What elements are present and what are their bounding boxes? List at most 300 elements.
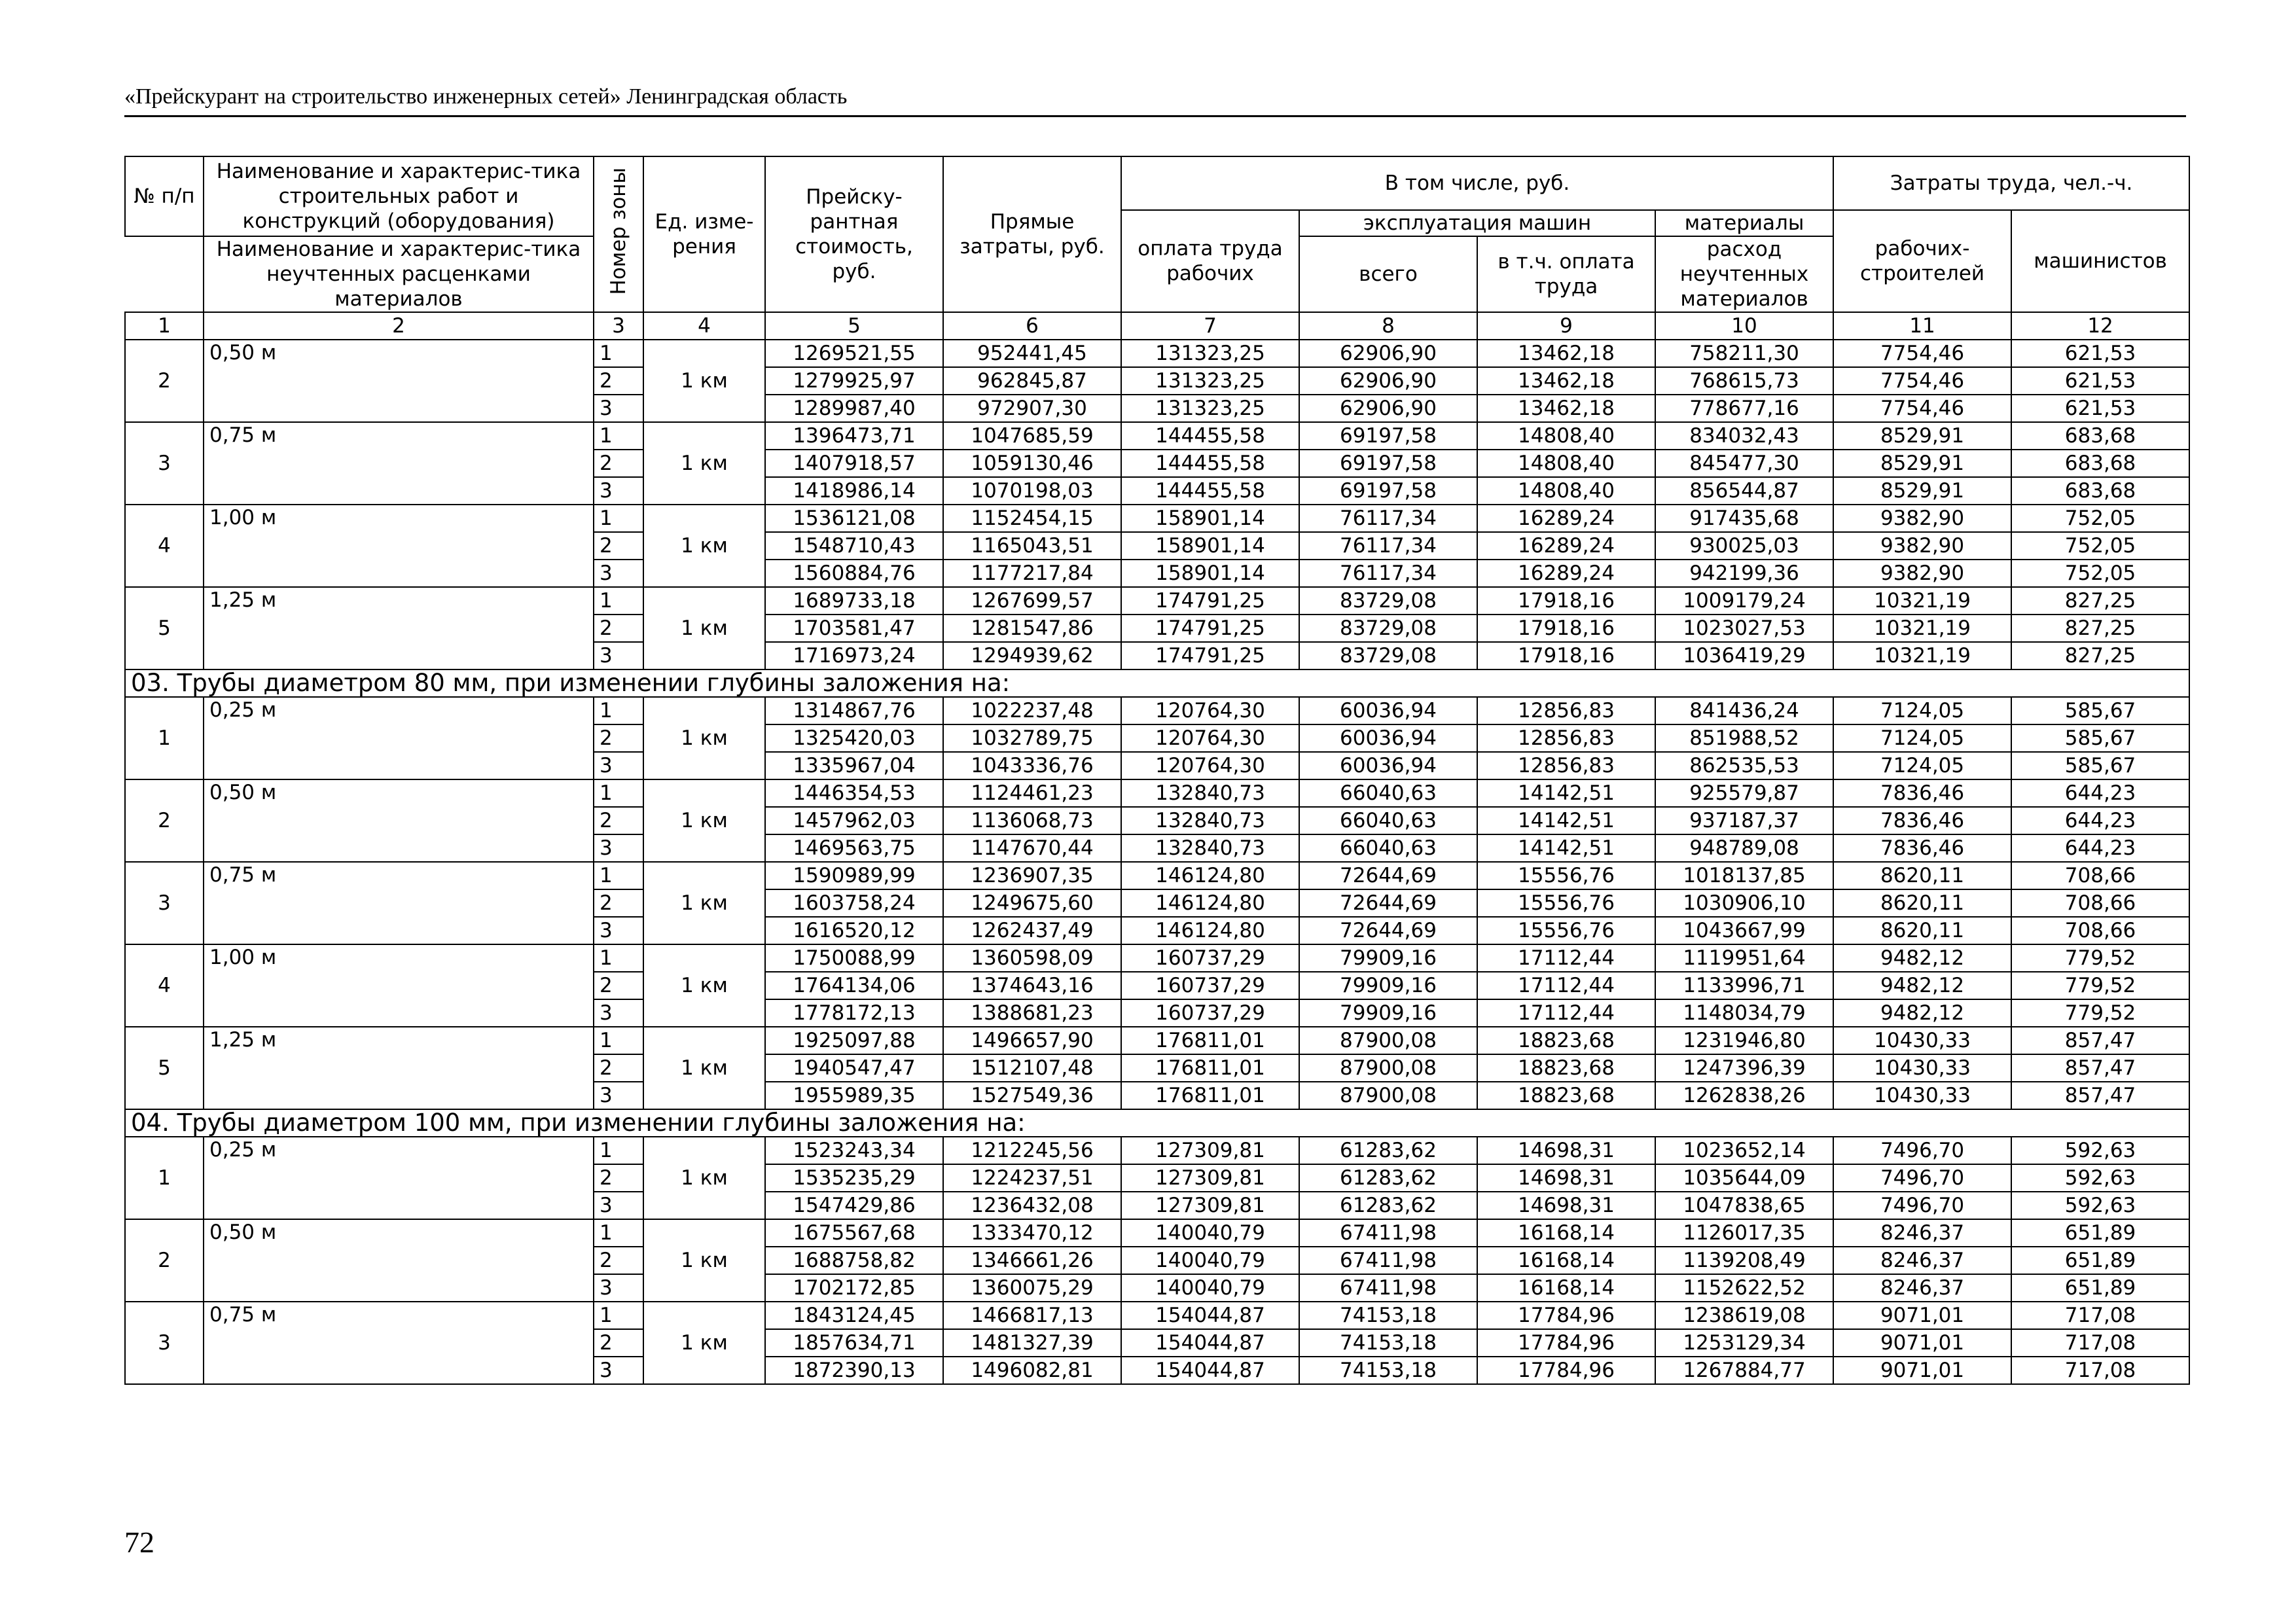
materials-value: 1262838,26	[1655, 1082, 1833, 1109]
mach-pay-value: 15556,76	[1477, 862, 1655, 889]
price-value: 1716973,24	[765, 642, 943, 669]
materials-value: 1119951,64	[1655, 944, 1833, 972]
labor-value: 176811,01	[1121, 1082, 1299, 1109]
mach-total-value: 67411,98	[1299, 1274, 1477, 1302]
zone-number: 2	[594, 367, 643, 395]
machinists-value: 592,63	[2011, 1137, 2189, 1164]
materials-value: 917435,68	[1655, 505, 1833, 532]
table-row	[125, 862, 2189, 889]
materials-value: 1035644,09	[1655, 1164, 1833, 1192]
mach-pay-value: 14808,40	[1477, 477, 1655, 505]
section-title-row	[125, 1109, 2189, 1137]
unit-label: 1 км	[643, 862, 765, 944]
col-mach-pay-header: в т.ч. оплата труда	[1477, 236, 1655, 312]
machinists-value: 827,25	[2011, 587, 2189, 615]
section-title: 03. Трубы диаметром 80 мм, при изменении глубины заложения на:	[125, 669, 2189, 697]
mach-pay-value: 17784,96	[1477, 1357, 1655, 1384]
materials-value: 856544,87	[1655, 477, 1833, 505]
table-row	[125, 340, 2189, 367]
labor-value: 127309,81	[1121, 1192, 1299, 1219]
machinists-value: 857,47	[2011, 1054, 2189, 1082]
mach-pay-value: 12856,83	[1477, 697, 1655, 724]
workers-value: 7124,05	[1833, 697, 2011, 724]
depth-label: 0,75 м	[204, 422, 594, 505]
mach-total-value: 61283,62	[1299, 1164, 1477, 1192]
materials-value: 948789,08	[1655, 834, 1833, 862]
zone-number: 2	[594, 615, 643, 642]
materials-value: 834032,43	[1655, 422, 1833, 450]
col-name-bottom-header: Наименование и характерис-тика неучтенных расценками материалов	[204, 236, 594, 312]
direct-value: 1224237,51	[943, 1164, 1121, 1192]
direct-value: 1043336,76	[943, 752, 1121, 779]
table-row	[125, 1302, 2189, 1329]
unit-label: 1 км	[643, 779, 765, 862]
item-number: 5	[125, 587, 204, 669]
zone-number: 3	[594, 917, 643, 944]
materials-value: 1009179,24	[1655, 587, 1833, 615]
price-value: 1925097,88	[765, 1027, 943, 1054]
table-header	[125, 156, 2189, 340]
materials-value: 930025,03	[1655, 532, 1833, 560]
materials-value: 1133996,71	[1655, 972, 1833, 999]
machinists-value: 717,08	[2011, 1329, 2189, 1357]
mach-total-value: 69197,58	[1299, 422, 1477, 450]
table-row	[125, 1219, 2189, 1247]
zone-number: 2	[594, 889, 643, 917]
table-row	[125, 505, 2189, 532]
price-value: 1688758,82	[765, 1247, 943, 1274]
workers-value: 9382,90	[1833, 505, 2011, 532]
machinists-value: 752,05	[2011, 532, 2189, 560]
mach-total-value: 61283,62	[1299, 1137, 1477, 1164]
workers-value: 8620,11	[1833, 862, 2011, 889]
depth-label: 1,00 м	[204, 505, 594, 587]
workers-value: 8620,11	[1833, 889, 2011, 917]
zone-number: 1	[594, 944, 643, 972]
mach-pay-value: 14698,31	[1477, 1192, 1655, 1219]
table-row	[125, 422, 2189, 450]
mach-pay-value: 14142,51	[1477, 807, 1655, 834]
materials-value: 845477,30	[1655, 450, 1833, 477]
mach-total-value: 74153,18	[1299, 1302, 1477, 1329]
price-value: 1590989,99	[765, 862, 943, 889]
mach-total-value: 79909,16	[1299, 999, 1477, 1027]
labor-value: 140040,79	[1121, 1247, 1299, 1274]
page-number: 72	[124, 1525, 154, 1559]
direct-value: 1070198,03	[943, 477, 1121, 505]
depth-label: 0,25 м	[204, 697, 594, 779]
depth-label: 0,75 м	[204, 862, 594, 944]
col-workers-header: рабочих-строителей	[1833, 210, 2011, 312]
direct-value: 1527549,36	[943, 1082, 1121, 1109]
zone-number: 2	[594, 1329, 643, 1357]
zone-number: 3	[594, 642, 643, 669]
direct-value: 1360075,29	[943, 1274, 1121, 1302]
price-value: 1279925,97	[765, 367, 943, 395]
mach-total-value: 62906,90	[1299, 395, 1477, 422]
machinists-value: 717,08	[2011, 1302, 2189, 1329]
depth-label: 0,25 м	[204, 1137, 594, 1219]
price-value: 1616520,12	[765, 917, 943, 944]
materials-value: 937187,37	[1655, 807, 1833, 834]
section-title-row	[125, 669, 2189, 697]
price-value: 1536121,08	[765, 505, 943, 532]
workers-value: 7836,46	[1833, 807, 2011, 834]
materials-value: 851988,52	[1655, 724, 1833, 752]
price-value: 1289987,40	[765, 395, 943, 422]
price-value: 1857634,71	[765, 1329, 943, 1357]
materials-value: 1036419,29	[1655, 642, 1833, 669]
direct-value: 1236907,35	[943, 862, 1121, 889]
direct-value: 1124461,23	[943, 779, 1121, 807]
machinists-value: 651,89	[2011, 1247, 2189, 1274]
zone-number: 3	[594, 1192, 643, 1219]
unit-label: 1 км	[643, 1137, 765, 1219]
price-value: 1940547,47	[765, 1054, 943, 1082]
mach-pay-value: 17112,44	[1477, 944, 1655, 972]
labor-value: 144455,58	[1121, 450, 1299, 477]
zone-number: 1	[594, 1137, 643, 1164]
zone-number: 3	[594, 752, 643, 779]
col-direct-header: Прямые затраты, руб.	[943, 156, 1121, 312]
col-number: 8	[1299, 312, 1477, 340]
mach-total-value: 72644,69	[1299, 917, 1477, 944]
machinists-value: 585,67	[2011, 752, 2189, 779]
price-value: 1872390,13	[765, 1357, 943, 1384]
mach-total-value: 66040,63	[1299, 779, 1477, 807]
machinists-value: 683,68	[2011, 477, 2189, 505]
materials-value: 1126017,35	[1655, 1219, 1833, 1247]
col-number: 9	[1477, 312, 1655, 340]
workers-value: 8529,91	[1833, 450, 2011, 477]
direct-value: 1360598,09	[943, 944, 1121, 972]
direct-value: 1136068,73	[943, 807, 1121, 834]
workers-value: 7124,05	[1833, 724, 2011, 752]
materials-value: 1267884,77	[1655, 1357, 1833, 1384]
price-value: 1396473,71	[765, 422, 943, 450]
mach-pay-value: 14698,31	[1477, 1137, 1655, 1164]
labor-value: 132840,73	[1121, 807, 1299, 834]
item-number: 5	[125, 1027, 204, 1109]
col-number: 10	[1655, 312, 1833, 340]
price-value: 1469563,75	[765, 834, 943, 862]
mach-total-value: 83729,08	[1299, 642, 1477, 669]
direct-value: 1374643,16	[943, 972, 1121, 999]
price-value: 1955989,35	[765, 1082, 943, 1109]
table-row	[125, 1137, 2189, 1164]
mach-pay-value: 12856,83	[1477, 724, 1655, 752]
zone-number: 3	[594, 1357, 643, 1384]
col-name-top-header: Наименование и характерис-тика строительных работ и конструкций (оборудования)	[204, 156, 594, 236]
item-number: 2	[125, 340, 204, 422]
group-machines-header: эксплуатация машин	[1299, 210, 1655, 236]
materials-value: 925579,87	[1655, 779, 1833, 807]
workers-value: 7124,05	[1833, 752, 2011, 779]
col-mach-total-header: всего	[1299, 236, 1477, 312]
labor-value: 146124,80	[1121, 862, 1299, 889]
zone-number: 2	[594, 724, 643, 752]
running-title: «Прейскурант на строительство инженерных сетей» Ленинградская область	[124, 84, 2186, 117]
workers-value: 9071,01	[1833, 1302, 2011, 1329]
materials-value: 1247396,39	[1655, 1054, 1833, 1082]
price-value: 1675567,68	[765, 1219, 943, 1247]
workers-value: 10430,33	[1833, 1027, 2011, 1054]
item-number: 1	[125, 697, 204, 779]
mach-pay-value: 13462,18	[1477, 340, 1655, 367]
depth-label: 0,50 м	[204, 779, 594, 862]
unit-label: 1 км	[643, 422, 765, 505]
col-num-header: № п/п	[125, 156, 204, 236]
mach-pay-value: 16289,24	[1477, 505, 1655, 532]
materials-value: 841436,24	[1655, 697, 1833, 724]
labor-value: 120764,30	[1121, 724, 1299, 752]
machinists-value: 779,52	[2011, 972, 2189, 999]
mach-total-value: 87900,08	[1299, 1054, 1477, 1082]
materials-value: 758211,30	[1655, 340, 1833, 367]
item-number: 3	[125, 422, 204, 505]
materials-value: 1018137,85	[1655, 862, 1833, 889]
unit-label: 1 км	[643, 697, 765, 779]
direct-value: 1032789,75	[943, 724, 1121, 752]
table-row	[125, 587, 2189, 615]
col-number: 3	[594, 312, 643, 340]
mach-total-value: 62906,90	[1299, 340, 1477, 367]
direct-value: 1165043,51	[943, 532, 1121, 560]
unit-label: 1 км	[643, 1302, 765, 1384]
labor-value: 174791,25	[1121, 615, 1299, 642]
zone-number: 3	[594, 477, 643, 505]
machinists-value: 651,89	[2011, 1219, 2189, 1247]
materials-value: 1238619,08	[1655, 1302, 1833, 1329]
depth-label: 1,25 м	[204, 587, 594, 669]
materials-value: 1030906,10	[1655, 889, 1833, 917]
col-number: 11	[1833, 312, 2011, 340]
direct-value: 962845,87	[943, 367, 1121, 395]
machinists-value: 752,05	[2011, 560, 2189, 587]
mach-total-value: 62906,90	[1299, 367, 1477, 395]
mach-pay-value: 14698,31	[1477, 1164, 1655, 1192]
price-value: 1269521,55	[765, 340, 943, 367]
mach-pay-value: 18823,68	[1477, 1054, 1655, 1082]
machinists-value: 585,67	[2011, 697, 2189, 724]
unit-label: 1 км	[643, 1219, 765, 1302]
mach-pay-value: 13462,18	[1477, 367, 1655, 395]
mach-total-value: 76117,34	[1299, 560, 1477, 587]
workers-value: 8246,37	[1833, 1219, 2011, 1247]
item-number: 2	[125, 1219, 204, 1302]
unit-label: 1 км	[643, 505, 765, 587]
labor-value: 120764,30	[1121, 752, 1299, 779]
workers-value: 10430,33	[1833, 1054, 2011, 1082]
workers-value: 8529,91	[1833, 477, 2011, 505]
mach-total-value: 66040,63	[1299, 834, 1477, 862]
machinists-value: 827,25	[2011, 615, 2189, 642]
unit-label: 1 км	[643, 340, 765, 422]
direct-value: 1236432,08	[943, 1192, 1121, 1219]
zone-number: 1	[594, 340, 643, 367]
machinists-value: 857,47	[2011, 1027, 2189, 1054]
workers-value: 10321,19	[1833, 615, 2011, 642]
unit-label: 1 км	[643, 944, 765, 1027]
direct-value: 1346661,26	[943, 1247, 1121, 1274]
depth-label: 0,75 м	[204, 1302, 594, 1384]
zone-number: 2	[594, 532, 643, 560]
zone-number: 3	[594, 1082, 643, 1109]
workers-value: 7754,46	[1833, 367, 2011, 395]
zone-number: 2	[594, 807, 643, 834]
workers-value: 10430,33	[1833, 1082, 2011, 1109]
col-zone-label: Номер зоны	[607, 168, 630, 295]
materials-value: 1148034,79	[1655, 999, 1833, 1027]
col-number: 1	[125, 312, 204, 340]
materials-value: 1047838,65	[1655, 1192, 1833, 1219]
price-value: 1457962,03	[765, 807, 943, 834]
direct-value: 1481327,39	[943, 1329, 1121, 1357]
item-number: 3	[125, 1302, 204, 1384]
zone-number: 1	[594, 422, 643, 450]
zone-number: 1	[594, 1302, 643, 1329]
price-value: 1703581,47	[765, 615, 943, 642]
labor-value: 131323,25	[1121, 340, 1299, 367]
price-value: 1560884,76	[765, 560, 943, 587]
machinists-value: 621,53	[2011, 395, 2189, 422]
price-value: 1702172,85	[765, 1274, 943, 1302]
workers-value: 9071,01	[1833, 1329, 2011, 1357]
section-title: 04. Трубы диаметром 100 мм, при изменении глубины заложения на:	[125, 1109, 2189, 1137]
price-value: 1843124,45	[765, 1302, 943, 1329]
labor-value: 146124,80	[1121, 917, 1299, 944]
price-value: 1764134,06	[765, 972, 943, 999]
labor-value: 154044,87	[1121, 1302, 1299, 1329]
workers-value: 8246,37	[1833, 1247, 2011, 1274]
mach-total-value: 72644,69	[1299, 889, 1477, 917]
group-labor-cost-header: Затраты труда, чел.-ч.	[1833, 156, 2189, 210]
price-value: 1750088,99	[765, 944, 943, 972]
table-row	[125, 779, 2189, 807]
machinists-value: 651,89	[2011, 1274, 2189, 1302]
zone-number: 1	[594, 1219, 643, 1247]
depth-label: 0,50 м	[204, 1219, 594, 1302]
mach-pay-value: 16168,14	[1477, 1247, 1655, 1274]
workers-value: 9482,12	[1833, 944, 2011, 972]
price-value: 1314867,76	[765, 697, 943, 724]
depth-label: 0,50 м	[204, 340, 594, 422]
labor-value: 154044,87	[1121, 1357, 1299, 1384]
direct-value: 1047685,59	[943, 422, 1121, 450]
mach-total-value: 76117,34	[1299, 505, 1477, 532]
zone-number: 2	[594, 450, 643, 477]
labor-value: 176811,01	[1121, 1027, 1299, 1054]
workers-value: 9382,90	[1833, 532, 2011, 560]
machinists-value: 779,52	[2011, 944, 2189, 972]
machinists-value: 592,63	[2011, 1192, 2189, 1219]
zone-number: 1	[594, 697, 643, 724]
workers-value: 8620,11	[1833, 917, 2011, 944]
materials-value: 1253129,34	[1655, 1329, 1833, 1357]
table-row	[125, 1027, 2189, 1054]
machinists-value: 621,53	[2011, 367, 2189, 395]
machinists-value: 644,23	[2011, 834, 2189, 862]
mach-total-value: 60036,94	[1299, 724, 1477, 752]
direct-value: 1496657,90	[943, 1027, 1121, 1054]
item-number: 3	[125, 862, 204, 944]
machinists-value: 857,47	[2011, 1082, 2189, 1109]
mach-pay-value: 13462,18	[1477, 395, 1655, 422]
zone-number: 2	[594, 1054, 643, 1082]
materials-value: 1152622,52	[1655, 1274, 1833, 1302]
col-number: 7	[1121, 312, 1299, 340]
direct-value: 952441,45	[943, 340, 1121, 367]
mach-total-value: 69197,58	[1299, 450, 1477, 477]
mach-pay-value: 18823,68	[1477, 1027, 1655, 1054]
mach-total-value: 83729,08	[1299, 615, 1477, 642]
price-value: 1603758,24	[765, 889, 943, 917]
mach-pay-value: 17918,16	[1477, 615, 1655, 642]
direct-value: 1177217,84	[943, 560, 1121, 587]
col-number: 6	[943, 312, 1121, 340]
mach-pay-value: 15556,76	[1477, 917, 1655, 944]
workers-value: 7496,70	[1833, 1137, 2011, 1164]
zone-number: 2	[594, 1247, 643, 1274]
mach-total-value: 83729,08	[1299, 587, 1477, 615]
depth-label: 1,00 м	[204, 944, 594, 1027]
direct-value: 1512107,48	[943, 1054, 1121, 1082]
direct-value: 1147670,44	[943, 834, 1121, 862]
workers-value: 10321,19	[1833, 587, 2011, 615]
zone-number: 3	[594, 1274, 643, 1302]
price-value: 1548710,43	[765, 532, 943, 560]
mach-total-value: 60036,94	[1299, 752, 1477, 779]
mach-pay-value: 16168,14	[1477, 1219, 1655, 1247]
labor-value: 174791,25	[1121, 587, 1299, 615]
mach-pay-value: 16289,24	[1477, 532, 1655, 560]
item-number: 1	[125, 1137, 204, 1219]
zone-number: 1	[594, 587, 643, 615]
price-value: 1325420,03	[765, 724, 943, 752]
mach-total-value: 69197,58	[1299, 477, 1477, 505]
workers-value: 7496,70	[1833, 1164, 2011, 1192]
table-row	[125, 944, 2189, 972]
price-value: 1407918,57	[765, 450, 943, 477]
labor-value: 140040,79	[1121, 1219, 1299, 1247]
workers-value: 9382,90	[1833, 560, 2011, 587]
machinists-value: 708,66	[2011, 917, 2189, 944]
unit-label: 1 км	[643, 587, 765, 669]
price-table	[124, 156, 2190, 1385]
col-labor-header: оплата труда рабочих	[1121, 210, 1299, 312]
direct-value: 1249675,60	[943, 889, 1121, 917]
workers-value: 9482,12	[1833, 972, 2011, 999]
workers-value: 9071,01	[1833, 1357, 2011, 1384]
mach-total-value: 76117,34	[1299, 532, 1477, 560]
mach-total-value: 72644,69	[1299, 862, 1477, 889]
mach-pay-value: 18823,68	[1477, 1082, 1655, 1109]
col-number: 5	[765, 312, 943, 340]
direct-value: 1267699,57	[943, 587, 1121, 615]
labor-value: 127309,81	[1121, 1164, 1299, 1192]
mach-pay-value: 17112,44	[1477, 999, 1655, 1027]
labor-value: 144455,58	[1121, 422, 1299, 450]
machinists-value: 708,66	[2011, 889, 2189, 917]
workers-value: 7836,46	[1833, 779, 2011, 807]
labor-value: 176811,01	[1121, 1054, 1299, 1082]
mach-total-value: 87900,08	[1299, 1082, 1477, 1109]
price-value: 1535235,29	[765, 1164, 943, 1192]
workers-value: 7496,70	[1833, 1192, 2011, 1219]
zone-number: 1	[594, 1027, 643, 1054]
labor-value: 140040,79	[1121, 1274, 1299, 1302]
workers-value: 8246,37	[1833, 1274, 2011, 1302]
